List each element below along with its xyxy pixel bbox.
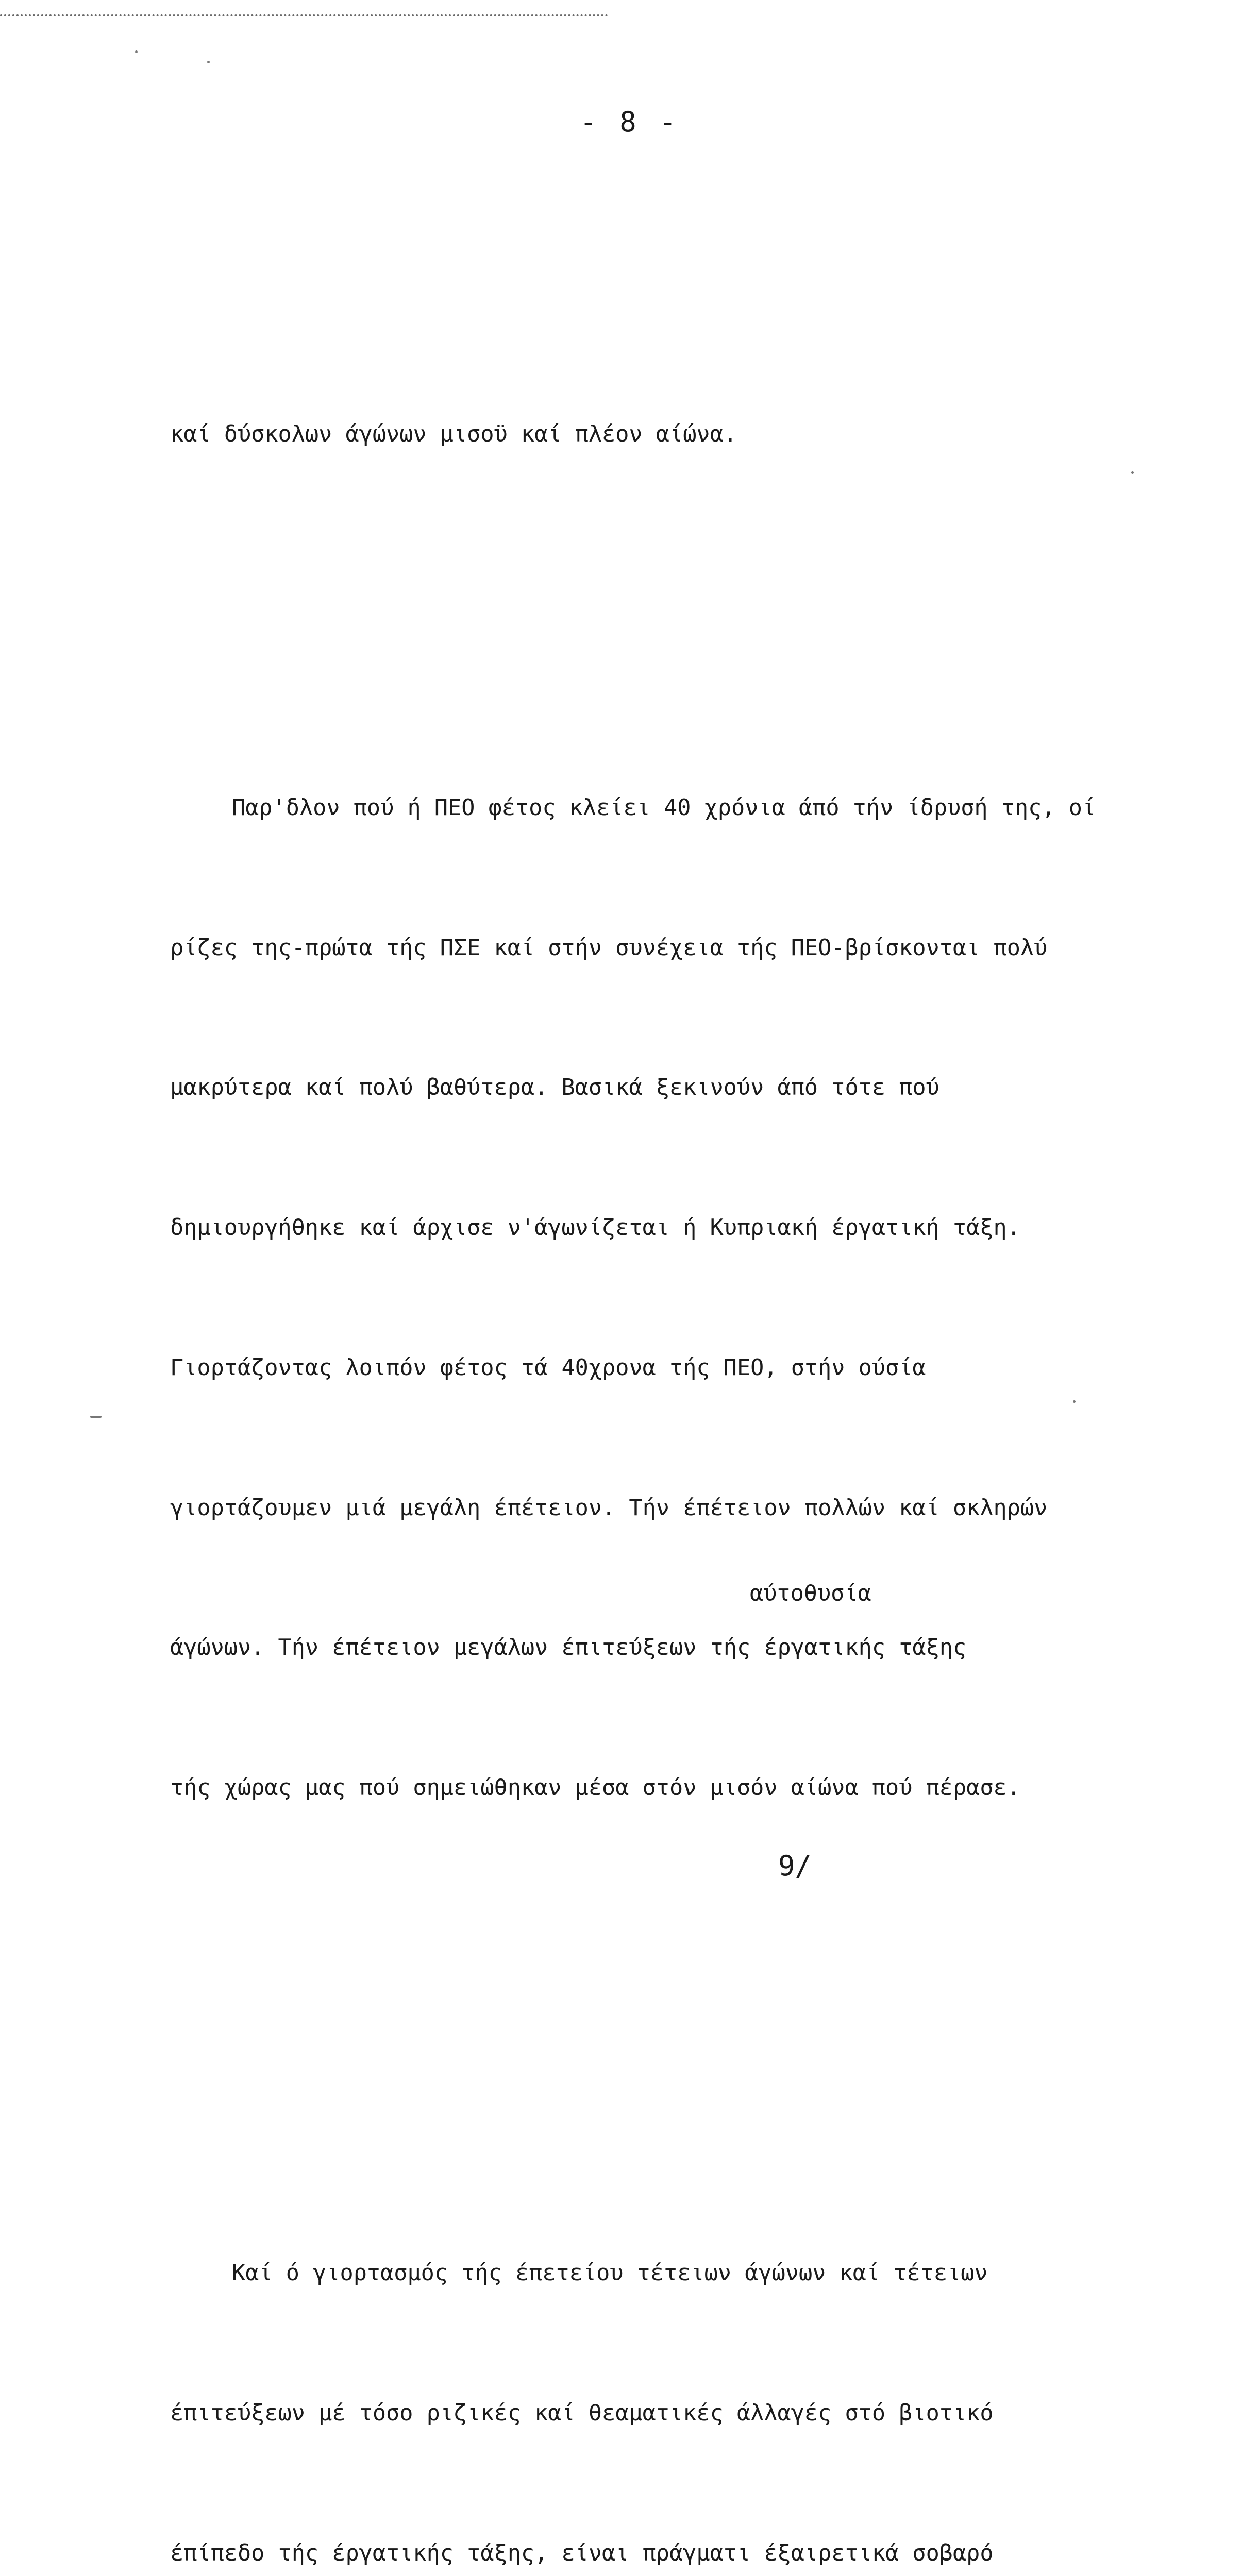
text-line: ρίζες της-πρώτα τής ΠΣΕ καί στήν συνέχεια τής ΠΕΟ-βρίσκονται πολύ [170, 935, 1048, 961]
text-line: Καί ό γιορτασμός τής έπετείου τέτειων άγώνων καί τέτειων [232, 2260, 988, 2286]
paragraph [170, 691, 1227, 1905]
text-line: άγώνων. Τήν έπέτειον μεγάλων έπιτεύξεων τής έργατικής τάξης [170, 1635, 967, 1661]
scan-speck [135, 50, 138, 53]
scan-speck [1073, 1400, 1076, 1403]
text-line: δημιουργήθηκε καί άρχισε ν'άγωνίζεται ή Κυπριακή έργατική τάξη. [170, 1215, 1020, 1241]
text-line: μακρύτερα καί πολύ βαθύτερα. Βασικά ξεκινούν άπό τότε πού [170, 1075, 939, 1101]
text-line: γιορτάζουμεν μιά μεγάλη έπέτειον. Τήν έπέτειον πολλών καί σκληρών [170, 1495, 1048, 1521]
paragraph [170, 2157, 1227, 2576]
text-line: έπίπεδο τής έργατικής τάξης, είναι πράγματι έξαιρετικά σοβαρό [170, 2540, 994, 2566]
paragraph-gap [170, 1998, 1227, 2016]
next-page-marker: 9/ [778, 1850, 812, 1882]
top-edge-rule [0, 14, 608, 16]
text-line: τής χώρας μας πού σημειώθηκαν μέσα στόν μισόν αίώνα πού πέρασε. [170, 1775, 1020, 1801]
text-line: καί δύσκολων άγώνων μισοϋ καί πλέον αίώνα. [170, 421, 737, 447]
scan-speck [90, 1416, 102, 1418]
scan-speck [1131, 471, 1134, 474]
text-line: έπιτεύξεων μέ τόσο ριζικές καί θεαματικές άλλαγές στό βιοτικό [170, 2400, 994, 2426]
text-line: Γιορτάζοντας λοιπόν φέτος τά 40χρονα τής ΠΕΟ, στήν ούσία [170, 1354, 926, 1381]
page-number: - 8 - [580, 106, 679, 138]
paragraph [170, 318, 1227, 551]
text-line: Παρ'δλον πού ή ΠΕΟ φέτος κλείει 40 χρόνια άπό τήν ίδρυσή της, οί [232, 794, 1096, 821]
document-body [170, 178, 1227, 2576]
handwritten-insertion: αύτοθυσία [750, 1581, 871, 1606]
scan-speck [207, 61, 210, 63]
